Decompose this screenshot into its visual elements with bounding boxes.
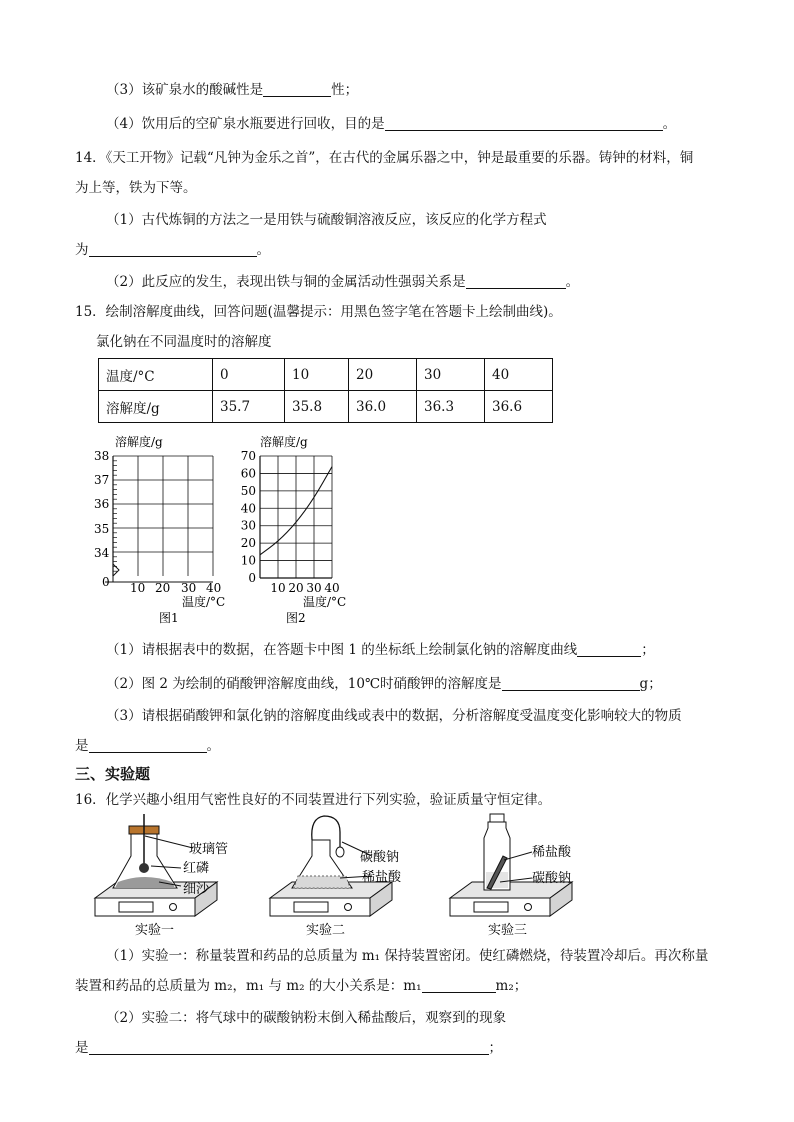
fig2-ytick: 60 bbox=[240, 466, 256, 481]
q14-intro-line2: 为上等，铁为下等。 bbox=[75, 180, 197, 196]
table-cell: 10 bbox=[285, 359, 349, 391]
q16-2-answer-line: 是 ； bbox=[75, 1040, 502, 1056]
q15-1-line: （1）请根据表中的数据，在答题卡中图 1 的坐标纸上绘制氯化钠的溶解度曲线 ； bbox=[106, 642, 655, 658]
q16-2-line: （2）实验二：将气球中的碳酸钠粉末倒入稀盐酸后，观察到的现象 bbox=[106, 1010, 507, 1026]
exp3-label-acid: 稀盐酸 bbox=[532, 845, 572, 860]
figure-1 bbox=[85, 430, 245, 634]
answer-blank[interactable] bbox=[385, 116, 663, 131]
exp1-label-sand: 细沙 bbox=[183, 882, 210, 897]
figure-1-svg bbox=[85, 430, 245, 630]
table-cell: 40 bbox=[485, 359, 553, 391]
fig1-grid bbox=[105, 456, 213, 582]
figure-2-svg bbox=[230, 430, 370, 630]
fig1-caption: 图1 bbox=[159, 611, 179, 625]
q15-3-line: （3）请根据硝酸钾和氯化钠的溶解度曲线或表中的数据，分析溶解度受温度变化影响较大的物质 bbox=[106, 708, 682, 724]
fig2-ytick: 10 bbox=[240, 553, 256, 568]
table-cell: 35.8 bbox=[285, 391, 349, 423]
q14-1-answer-line: 为 。 bbox=[75, 242, 270, 258]
q13-3-line: （3）该矿泉水的酸碱性是 性； bbox=[106, 82, 359, 98]
fig2-xtick: 20 bbox=[288, 581, 304, 595]
exp2-caption: 实验二 bbox=[306, 923, 346, 938]
fig2-ytick: 40 bbox=[240, 501, 256, 516]
answer-blank[interactable] bbox=[89, 1040, 489, 1055]
table-cell: 溶解度/g bbox=[99, 391, 213, 423]
q16-1-answer-line: 装置和药品的总质量为 m₂，m₁ 与 m₂ 的大小关系是：m₁ m₂； bbox=[75, 978, 528, 994]
answer-blank[interactable] bbox=[263, 82, 331, 97]
fig1-ytick: 0 bbox=[102, 575, 110, 589]
table-cell: 36.6 bbox=[485, 391, 553, 423]
fig1-xtick: 30 bbox=[181, 581, 197, 595]
fig2-ticks bbox=[241, 449, 340, 595]
q14-intro-line1: 14．《天工开物》记载“凡钟为金乐之首”，在古代的金属乐器之中，钟是最重要的乐器。铸钟的材料，铜 bbox=[75, 150, 694, 166]
table-title: 氯化钠在不同温度时的溶解度 bbox=[96, 334, 272, 350]
table-row bbox=[99, 391, 553, 423]
section-heading: 三、实验题 bbox=[75, 765, 151, 783]
q16-1-line: （1）实验一：称量装置和药品的总质量为 m₁ 保持装置密闭。使红磷燃烧，待装置冷却后。再次称量 bbox=[106, 948, 709, 964]
exp1-label-tube: 玻璃管 bbox=[189, 842, 229, 857]
q15-2-line: （2）图 2 为绘制的硝酸钾溶解度曲线，10℃时硝酸钾的溶解度是 g； bbox=[106, 676, 662, 692]
table-row bbox=[99, 359, 553, 391]
table-cell: 0 bbox=[213, 359, 285, 391]
table-cell: 35.7 bbox=[213, 391, 285, 423]
exp1-label-phosphorus: 红磷 bbox=[183, 861, 210, 876]
exp1-caption: 实验一 bbox=[135, 923, 175, 938]
exp2-label-acid: 稀盐酸 bbox=[362, 870, 402, 885]
fig2-ytick: 50 bbox=[240, 483, 256, 498]
fig1-ylabel: 溶解度/g bbox=[115, 435, 163, 449]
q14-2-line: （2）此反应的发生，表现出铁与铜的金属活动性强弱关系是 。 bbox=[106, 274, 580, 290]
experiment-figures bbox=[85, 812, 725, 942]
balance-button bbox=[170, 904, 177, 911]
q15-intro-line: 15．绘制溶解度曲线，回答问题(温馨提示：用黑色签字笔在答题卡上绘制曲线)。 bbox=[75, 304, 562, 320]
q15-3-answer-line: 是 。 bbox=[75, 738, 220, 754]
fig2-ylabel: 溶解度/g bbox=[260, 435, 308, 449]
q16-intro-line: 16．化学兴趣小组用气密性良好的不同装置进行下列实验，验证质量守恒定律。 bbox=[75, 792, 552, 808]
fig2-caption: 图2 bbox=[286, 611, 306, 625]
fig2-ytick: 30 bbox=[240, 518, 256, 533]
fig1-xtick: 10 bbox=[130, 581, 146, 595]
fig2-xlabel: 温度/°C bbox=[303, 595, 347, 609]
figure-2 bbox=[230, 430, 370, 634]
red-phosphorus bbox=[139, 863, 149, 873]
table-cell: 20 bbox=[349, 359, 417, 391]
fig1-ytick: 38 bbox=[94, 449, 110, 463]
fig2-xtick: 10 bbox=[270, 581, 286, 595]
exp3-caption: 实验三 bbox=[488, 923, 528, 938]
answer-blank[interactable] bbox=[89, 738, 207, 753]
table-cell: 温度/°C bbox=[99, 359, 213, 391]
bottle-cap bbox=[490, 814, 504, 822]
answer-blank[interactable] bbox=[502, 676, 640, 691]
balance-button bbox=[345, 904, 352, 911]
exp2-label-carbonate: 碳酸钠 bbox=[360, 850, 400, 865]
fig2-xtick: 30 bbox=[306, 581, 322, 595]
fig1-ytick: 34 bbox=[94, 546, 110, 560]
balance-display bbox=[294, 902, 328, 912]
experiments-svg bbox=[85, 812, 725, 938]
balance-display bbox=[119, 902, 153, 912]
q14-1-line: （1）古代炼铜的方法之一是用铁与硫酸铜溶液反应，该反应的化学方程式 bbox=[106, 212, 547, 228]
answer-blank[interactable] bbox=[577, 642, 641, 657]
fig1-ytick: 37 bbox=[94, 473, 110, 487]
solubility-table bbox=[98, 358, 553, 423]
answer-blank[interactable] bbox=[89, 242, 257, 257]
fig1-ytick: 35 bbox=[94, 522, 110, 536]
experiment-1 bbox=[95, 814, 228, 938]
fig2-xtick: 40 bbox=[324, 581, 340, 595]
fig1-xtick: 40 bbox=[206, 581, 222, 595]
axis-break-mark bbox=[113, 564, 119, 576]
table-cell: 30 bbox=[417, 359, 485, 391]
exp3-label-carbonate: 碳酸钠 bbox=[532, 871, 572, 886]
balance-display bbox=[474, 902, 508, 912]
experiment-3 bbox=[450, 814, 572, 938]
fig1-ytick: 36 bbox=[94, 497, 110, 511]
fig2-ytick: 20 bbox=[240, 536, 256, 551]
answer-blank[interactable] bbox=[466, 274, 566, 289]
fig1-xlabel: 温度/°C bbox=[182, 595, 226, 609]
answer-blank[interactable] bbox=[422, 978, 496, 993]
table-cell: 36.3 bbox=[417, 391, 485, 423]
experiment-2 bbox=[270, 816, 402, 938]
balloon-tip bbox=[336, 847, 344, 857]
fig1-xtick: 20 bbox=[155, 581, 171, 595]
fig2-grid bbox=[260, 456, 332, 578]
table-cell: 36.0 bbox=[349, 391, 417, 423]
fig2-ytick: 70 bbox=[240, 449, 256, 463]
q13-4-line: （4）饮用后的空矿泉水瓶要进行回收，目的是 。 bbox=[106, 116, 677, 132]
fig2-ytick: 0 bbox=[248, 571, 256, 585]
balance-button bbox=[525, 904, 532, 911]
